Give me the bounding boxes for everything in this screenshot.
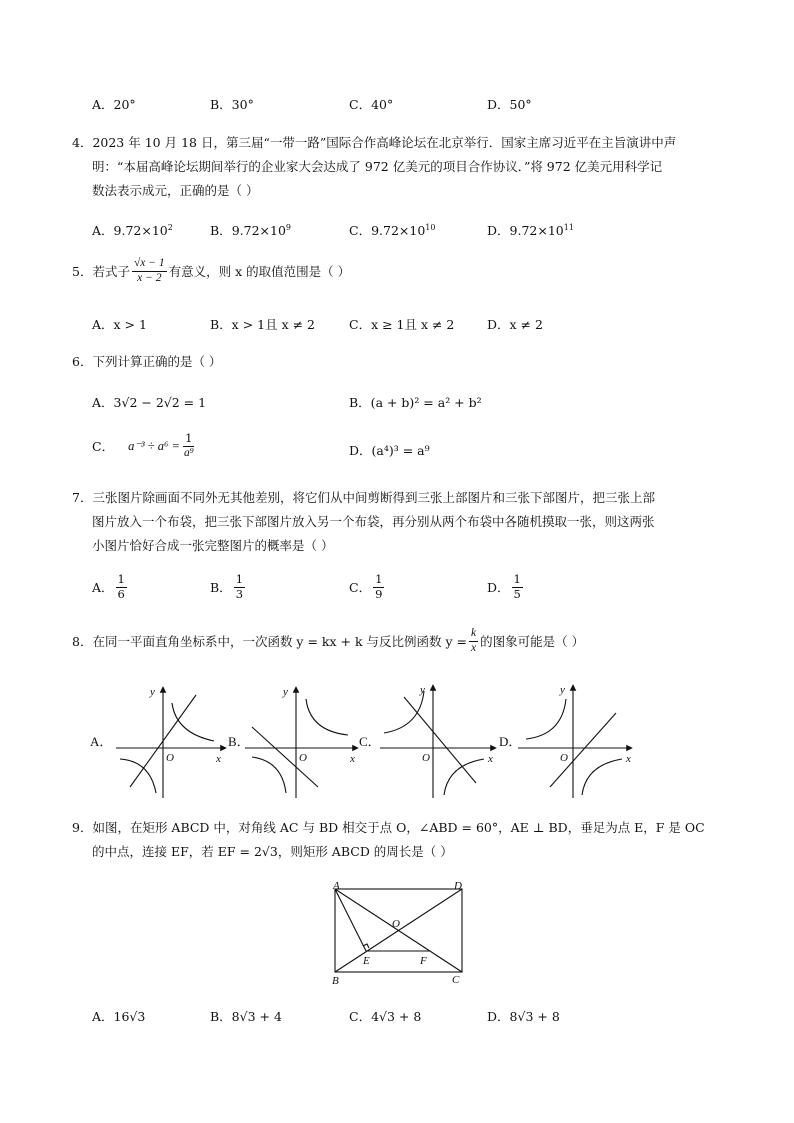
svg-text:x: x	[488, 753, 493, 765]
q8-stem: 8．在同一平面直角坐标系中，一次函数 y = kx + k 与反比例函数 y = $\frac{k}{x}$ 的图象可能是（ ）	[72, 627, 585, 654]
svg-text:O: O	[166, 752, 174, 764]
svg-text:x: x	[216, 753, 221, 765]
q6-stem: 6．下列计算正确的是（ ）	[72, 354, 222, 369]
svg-text:y: y	[560, 684, 565, 696]
q6-option-d: D．(a⁴)³ = a⁹	[349, 443, 430, 458]
q5-fraction: $\frac{√x - 1}{x - 2}$	[133, 257, 165, 284]
svg-text:A: A	[333, 880, 340, 892]
q9-option-a: A．16√3	[92, 1009, 146, 1024]
q5-stem: 5．若式子 $\frac{√x - 1}{x - 2}$ 有意义，则 x 的取值范围是（ ）	[72, 257, 351, 284]
q8-graphs	[0, 675, 794, 815]
q3-option-b: B．30°	[210, 97, 254, 112]
q9-stem-line-2: 的中点，连接 EF，若 EF = 2√3，则矩形 ABCD 的周长是（ ）	[92, 844, 453, 859]
q5-option-a: A．x > 1	[92, 317, 147, 332]
svg-text:B: B	[332, 975, 339, 987]
q4-option-c: C．$9.72\times 10^{10}$	[349, 222, 436, 238]
q5-option-b: B．x > 1且 x ≠ 2	[210, 317, 316, 332]
q4-stem-line-3: 数法表示成元，正确的是（ ）	[92, 183, 259, 198]
q4-option-b: B．$9.72\times 10^9$	[210, 222, 291, 238]
q9-option-d: D．8√3 + 8	[487, 1009, 560, 1024]
q6-option-c: C． a⁻³ ÷ a⁶ = $\frac{1}{\text{a⁹}}$	[92, 431, 194, 459]
q7-option-b: B． $\frac{1}{3}$	[210, 572, 244, 601]
q7-stem-line-3: 小图片恰好合成一张完整图片的概率是（ ）	[92, 538, 334, 553]
q7-option-d: D． $\frac{1}{5}$	[487, 572, 521, 601]
q7-stem-line-2: 图片放入一个布袋，把三张下部图片放入另一个布袋，再分别从两个布袋中各随机摸取一张，则这两张	[92, 514, 655, 529]
q4-stem-line-1: 4．2023 年 10 月 18 日，第三届“一带一路”国际合作高峰论坛在北京举行．国家主席习近平在主旨演讲中声	[72, 135, 677, 150]
q8-graph-b-label: B．	[228, 734, 250, 749]
q7-option-c: C． $\frac{1}{9}$	[349, 572, 383, 601]
svg-text:D: D	[454, 880, 462, 892]
svg-text:F: F	[420, 955, 427, 967]
svg-text:O: O	[560, 752, 568, 764]
q4-stem-line-2: 明：“本届高峰论坛期间举行的企业家大会达成了 972 亿美元的项目合作协议．”将 972 亿美元用科学记	[92, 159, 663, 174]
svg-text:y: y	[420, 684, 425, 696]
q8-graph-d	[499, 684, 632, 798]
q3-option-c: C．40°	[349, 97, 394, 112]
q7-stem-line-1: 7．三张图片除画面不同外无其他差别，将它们从中间剪断得到三张上部图片和三张下部图片，把三张上部	[72, 490, 655, 505]
q4-option-a: A．$9.72\times 10^2$	[92, 222, 173, 238]
q5-option-c: C．x ≥ 1且 x ≠ 2	[349, 317, 455, 332]
svg-text:O: O	[299, 752, 307, 764]
q9-option-b: B．8√3 + 4	[210, 1009, 282, 1024]
q6-option-b: B．(a + b)² = a² + b²	[349, 395, 482, 410]
q8-graph-a	[90, 686, 226, 798]
q9-rectangle-figure	[324, 880, 474, 990]
q9-stem-line-1: 9．如图，在矩形 ABCD 中，对角线 AC 与 BD 相交于点 O，∠ABD = 60°，AE ⊥ BD，垂足为点 E，F 是 OC	[72, 820, 705, 835]
q8-graph-d-label: D．	[499, 734, 522, 749]
q6-option-a: A．3√2 − 2√2 = 1	[92, 395, 207, 410]
q3-option-a: A．20°	[92, 97, 136, 112]
svg-text:x: x	[350, 753, 355, 765]
q9-option-c: C．4√3 + 8	[349, 1009, 422, 1024]
svg-text:O: O	[392, 918, 400, 930]
q8-graph-c-label: C．	[359, 734, 381, 749]
q5-option-d: D．x ≠ 2	[487, 317, 543, 332]
svg-text:y: y	[283, 686, 288, 698]
q7-option-a: A． $\frac{1}{6}$	[92, 572, 125, 601]
q8-graph-c	[359, 684, 496, 798]
svg-text:E: E	[363, 955, 370, 967]
svg-text:x: x	[626, 753, 631, 765]
svg-text:y: y	[150, 686, 155, 698]
q3-option-d: D．50°	[487, 97, 532, 112]
svg-text:C: C	[452, 974, 460, 986]
svg-text:O: O	[422, 752, 430, 764]
q8-graph-b	[228, 686, 358, 798]
q8-graph-a-label: A．	[90, 734, 113, 749]
q4-option-d: D．$9.72\times 10^{11}$	[487, 222, 574, 238]
